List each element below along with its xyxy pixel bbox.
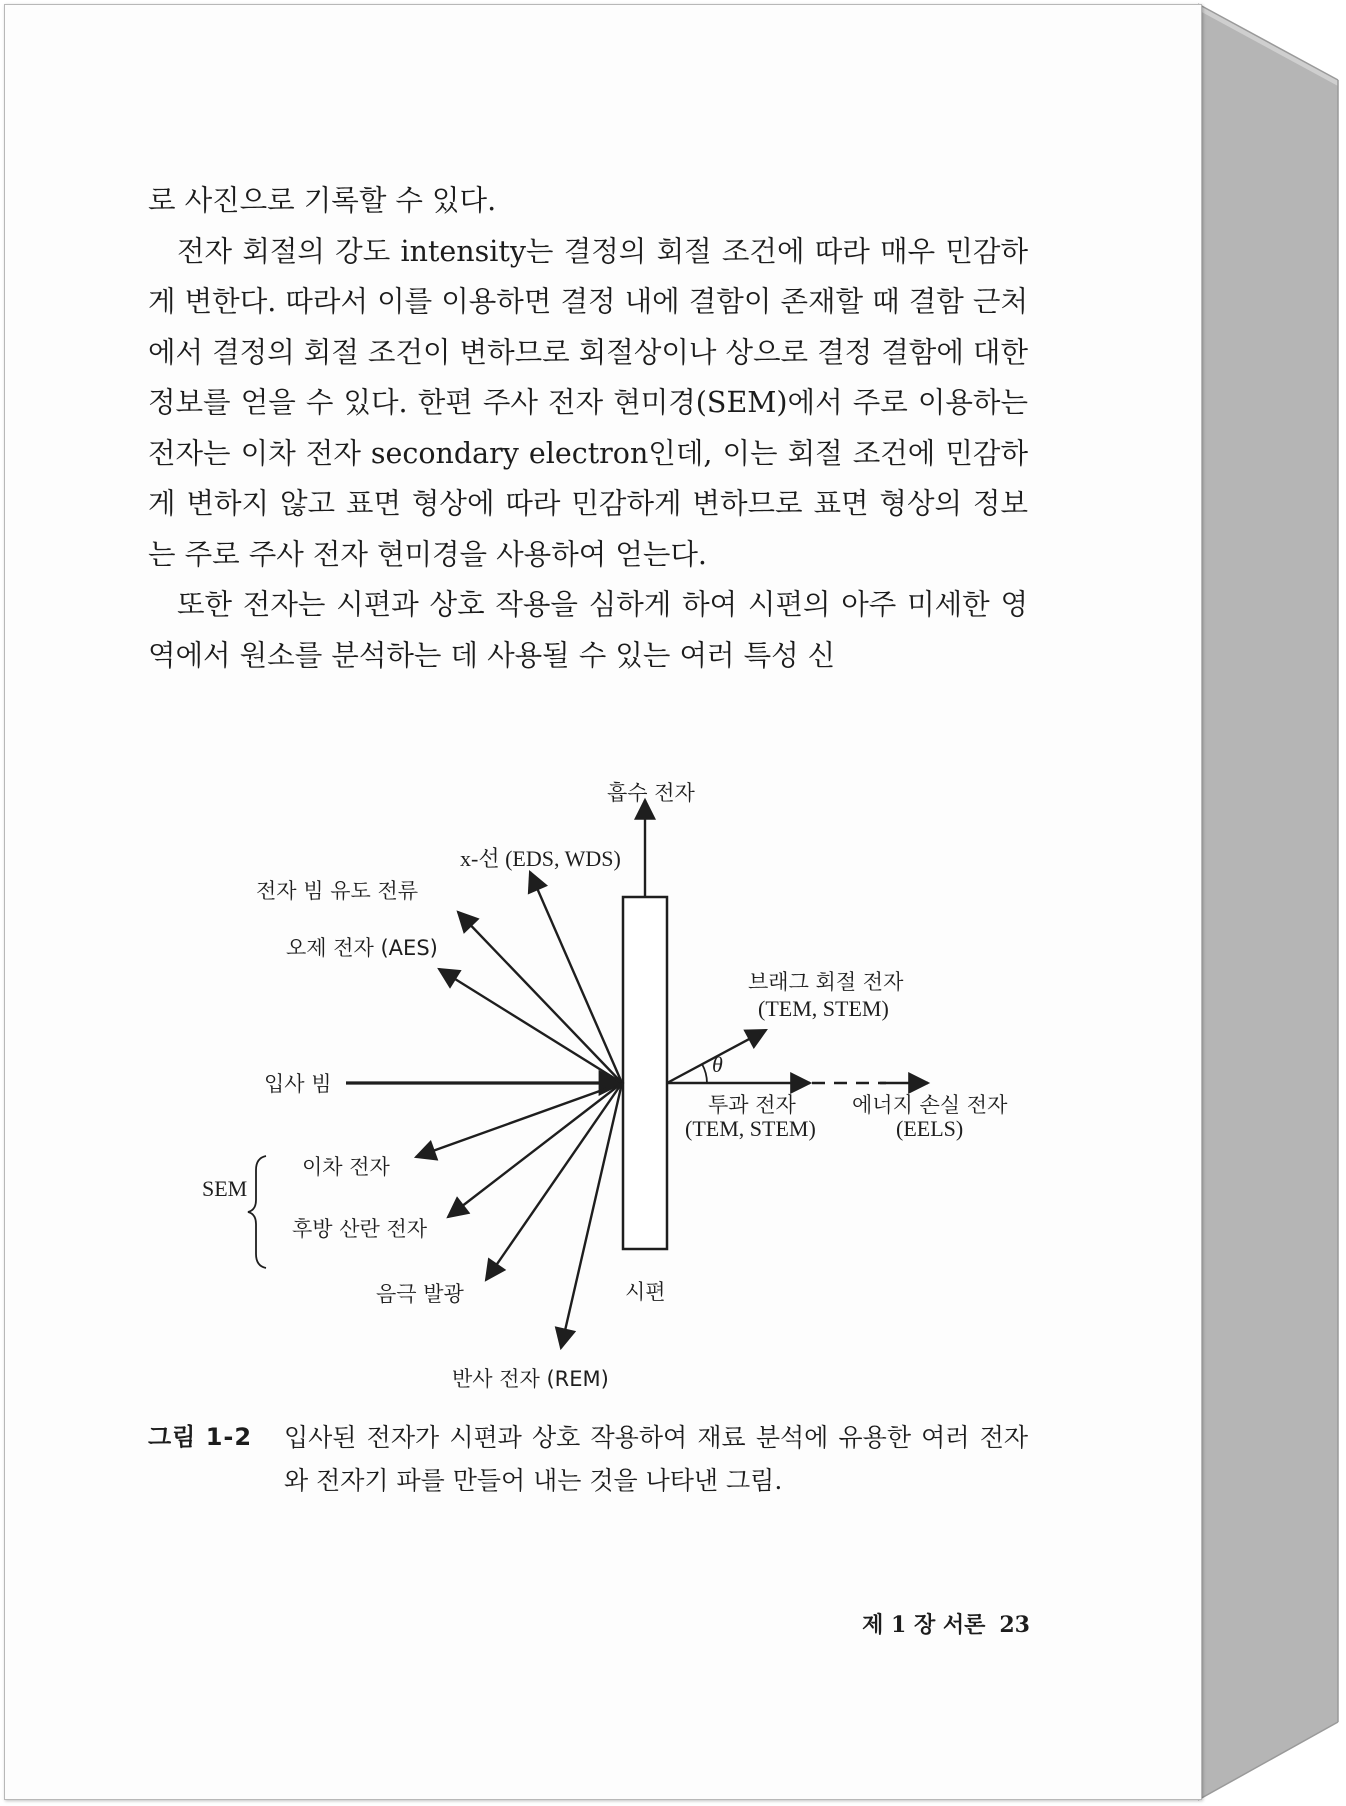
label-eels-line2: (EELS) — [896, 1116, 964, 1141]
electron-interaction-diagram — [180, 770, 1040, 1410]
figure-label: 그림 1-2 — [148, 1423, 253, 1451]
chapter-title: 제 1 장 서론 — [862, 1612, 986, 1638]
label-sem: SEM — [202, 1176, 248, 1201]
paragraph-2: 전자 회절의 강도 intensity는 결정의 회절 조건에 따라 매우 민감하게 변한다. 따라서 이를 이용하면 결정 내에 결함이 존재할 때 결함 근처에서 결정의 회절 조건이 변하므로 회절상이나 상으로 결정 결함에 대한 정보를 얻을 수 있다. 한편 주사 전자 현미경(SEM)에서 주로 이용하는 전자는 이차 전자 secondary electron인데, 이는 회절 조건에 민감하게 변하지 않고 표면 형상에 따라 민감하게 변하므로 표면 형상의 정보는 주로 주사 전자 현미경을 사용하여 얻는다. — [148, 234, 1028, 571]
label-transmitted-line1: 투과 전자 — [708, 1093, 796, 1117]
label-cathodoluminescence: 음극 발광 — [376, 1282, 464, 1306]
body-text — [148, 176, 1028, 681]
label-auger: 오제 전자 (AES) — [286, 936, 438, 960]
label-xray: x-선 (EDS, WDS) — [460, 846, 621, 871]
page-number: 23 — [999, 1612, 1030, 1638]
cathodoluminescence-arrow — [486, 1083, 622, 1280]
label-transmitted-line2: (TEM, STEM) — [685, 1116, 816, 1141]
label-bragg-line1: 브래그 회절 전자 — [748, 970, 904, 994]
theta-arc — [702, 1064, 707, 1083]
label-backscattered-electron: 후방 산란 전자 — [292, 1217, 428, 1241]
label-theta: θ — [712, 1052, 723, 1077]
label-incident-beam: 입사 빔 — [264, 1072, 332, 1096]
label-bragg-line2: (TEM, STEM) — [758, 996, 889, 1021]
label-absorbed-electron: 흡수 전자 — [607, 781, 695, 805]
specimen-slab — [623, 897, 667, 1249]
paragraph-1: 로 사진으로 기록할 수 있다. — [148, 184, 497, 217]
label-eels-line1: 에너지 손실 전자 — [852, 1093, 1008, 1117]
paragraph-3: 또한 전자는 시편과 상호 작용을 심하게 하여 시편의 아주 미세한 영역에서 원소를 분석하는 데 사용될 수 있는 여러 특성 신 — [148, 588, 1028, 672]
secondary-electron-arrow — [416, 1083, 622, 1157]
sem-brace — [248, 1156, 266, 1268]
label-specimen: 시편 — [625, 1280, 666, 1304]
xray-arrow — [530, 872, 622, 1083]
figure-caption-text: 입사된 전자가 시편과 상호 작용하여 재료 분석에 유용한 여러 전자와 전자기 파를 만들어 내는 것을 나타낸 그림. — [284, 1423, 1028, 1495]
label-reflected-electron: 반사 전자 (REM) — [452, 1367, 609, 1391]
label-ebic: 전자 빔 유도 전류 — [256, 879, 419, 903]
page-footer — [820, 1608, 1030, 1639]
label-secondary-electron: 이차 전자 — [302, 1155, 390, 1179]
